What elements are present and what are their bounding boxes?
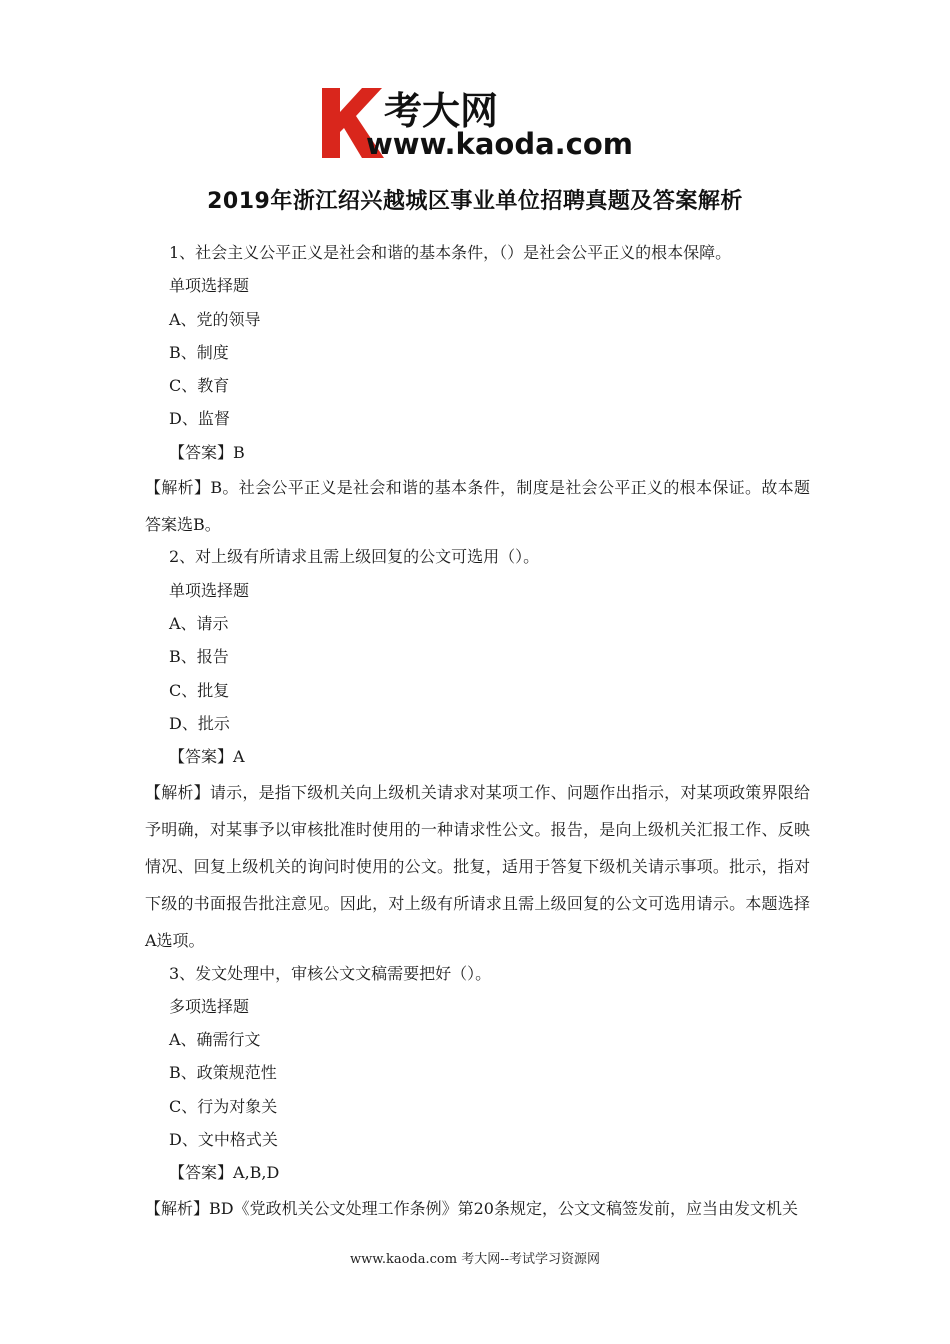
question-2 [145,540,810,959]
option-c: C、批复 [169,680,230,700]
question-stem: 1、社会主义公平正义是社会和谐的基本条件，（）是社会公平正义的根本保障。 [169,243,732,262]
answer-value: A,B,D [233,1163,280,1183]
option-a: A、请示 [169,614,229,634]
analysis-text: 请示，是指下级机关向上级机关请求对某项工作、问题作出指示，对某项政策界限给予明确，对某事予以审核批准时使用的一种请求性公文。报告，是向上级机关汇报工作、反映情况、回复上级机关的询问时使用的公文。批复，适用于答复下级机关请示事项。批示，指对下级的书面报告批注意见。因此，对上级有所请求且需上级回复的公文可选用请示。本题选择A选项。 [145,782,810,951]
option-b: B、报告 [169,647,229,667]
answer [145,740,810,773]
analysis-label: 【解析】 [145,782,210,802]
document-title: 2019年浙江绍兴越城区事业单位招聘真题及答案解析 [207,189,743,214]
option-b: B、制度 [169,342,229,362]
analysis [145,774,810,960]
analysis-text: BD《党政机关公文处理工作条例》第20条规定，公文文稿签发前，应当由发文机关 [209,1198,798,1218]
analysis-label: 【解析】 [145,1198,210,1218]
analysis-text: B。社会公平正义是社会和谐的基本条件，制度是社会公平正义的根本保证。故本题答案选B。 [145,478,810,535]
question-type: 单项选择题 [169,276,250,296]
answer-value: B [233,442,245,462]
answer-label: 【答案】 [169,1163,234,1183]
analysis [145,469,810,543]
option-d: D、文中格式关 [169,1130,278,1150]
analysis [145,1190,810,1227]
answer [145,436,810,469]
site-logo[interactable] [318,82,640,162]
question-type: 单项选择题 [169,580,250,600]
answer [145,1156,810,1189]
option-a: A、党的领导 [169,309,261,329]
option-c: C、教育 [169,376,230,396]
question-3 [145,957,810,1227]
page-footer: www.kaoda.com 考大网--考试学习资源网 [350,1252,600,1267]
kaoda-logo-icon [318,82,640,162]
option-b: B、政策规范性 [169,1063,277,1083]
question-list [145,236,810,1224]
answer-label: 【答案】 [169,747,234,767]
logo-url: www.kaoda.com [366,127,633,161]
answer-value: A [233,747,245,767]
question-1 [145,236,810,543]
option-d: D、批示 [169,713,230,733]
analysis-label: 【解析】 [145,478,211,498]
option-a: A、确需行文 [169,1030,261,1050]
logo-name: 考大网 [384,89,499,133]
question-stem: 3、发文处理中，审核公文文稿需要把好（）。 [169,963,492,983]
answer-label: 【答案】 [169,442,234,462]
option-d: D、监督 [169,409,230,429]
option-c: C、行为对象关 [169,1096,278,1116]
question-stem: 2、对上级有所请求且需上级回复的公文可选用（）。 [169,547,540,567]
question-type: 多项选择题 [169,996,250,1016]
